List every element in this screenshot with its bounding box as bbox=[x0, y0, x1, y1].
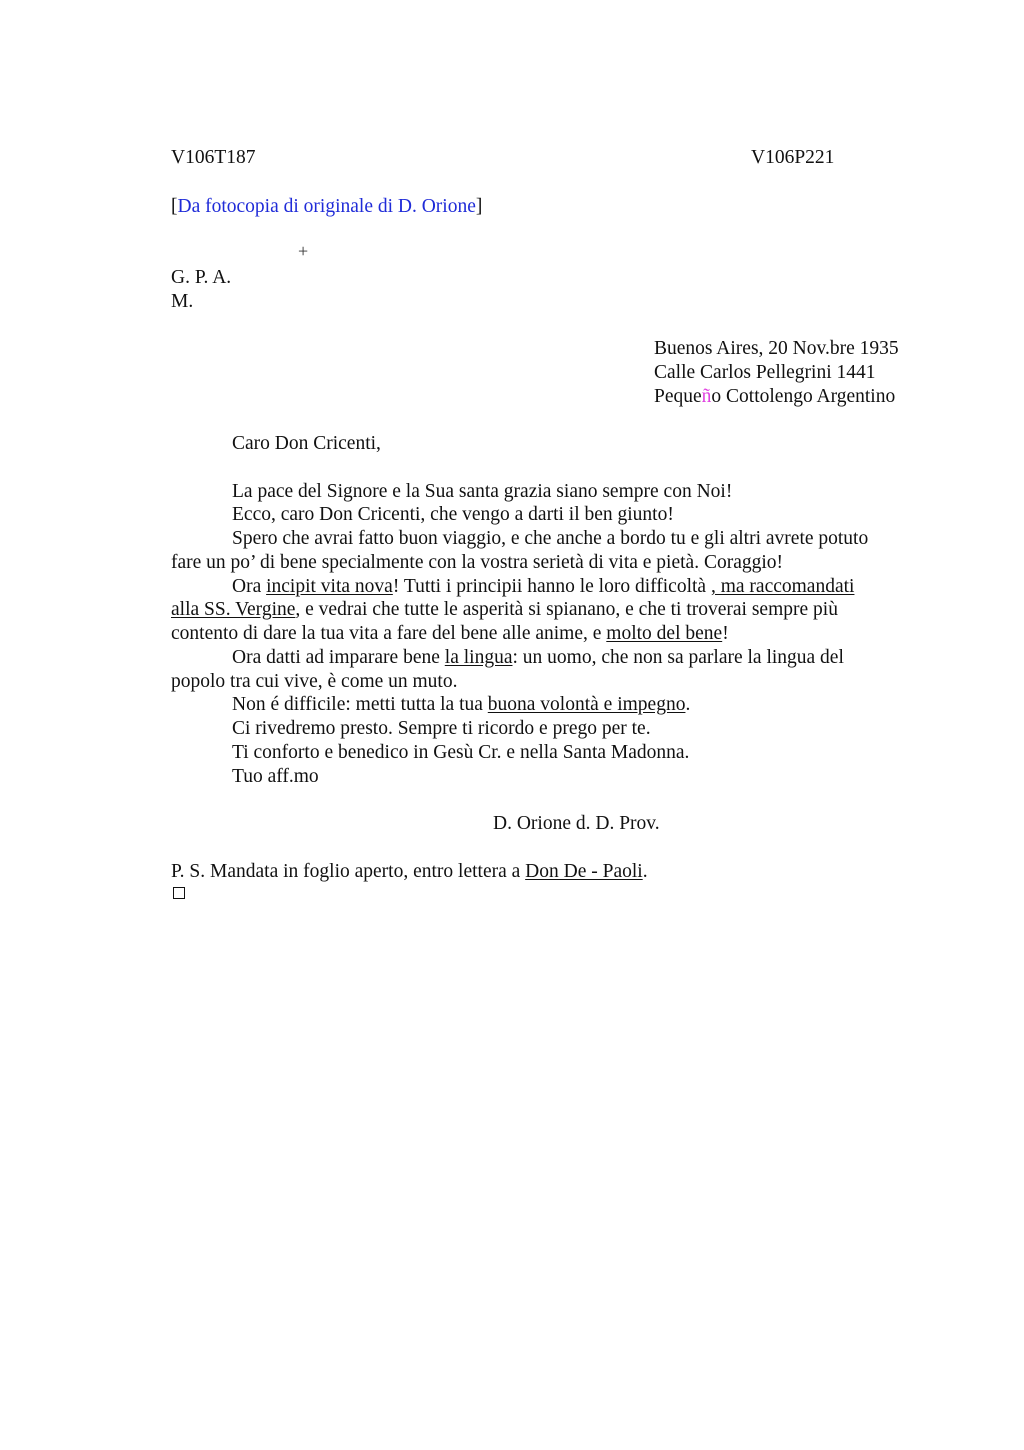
postscript bbox=[171, 860, 648, 884]
invocation-line-2: M. bbox=[171, 291, 194, 312]
body-line: Ecco, caro Don Cricenti, che vengo a darti il ben giunto! bbox=[232, 504, 674, 525]
underlined-text: Don De - Paoli bbox=[525, 861, 643, 882]
underlined-text: buona volontà e impegno bbox=[487, 694, 686, 715]
place-date-line-3 bbox=[654, 385, 895, 409]
text-run: Ora bbox=[232, 576, 267, 597]
body-line: Ci rivedremo presto. Sempre ti ricordo e prego per te. bbox=[232, 718, 651, 739]
invocation-line-1: G. P. A. bbox=[171, 267, 232, 288]
underlined-text: la lingua bbox=[444, 647, 513, 668]
source-note-close: ] bbox=[475, 196, 483, 217]
place-date-line-2: Calle Carlos Pellegrini 1441 bbox=[654, 362, 876, 383]
text-run: . bbox=[642, 861, 648, 882]
body-line: Spero che avrai fatto buon viaggio, e che anche a bordo tu e gli altri avrete potuto bbox=[232, 528, 869, 549]
end-box-icon bbox=[173, 887, 185, 899]
place-text: o Cottolengo Argentino bbox=[711, 386, 896, 407]
source-note-text: Da fotocopia di originale di D. Orione bbox=[177, 196, 476, 217]
underlined-text: molto del bene bbox=[606, 623, 723, 644]
text-run: Ora datti ad imparare bene bbox=[232, 647, 445, 668]
underlined-text: incipit vita nova bbox=[266, 576, 393, 597]
place-text: Peque bbox=[654, 386, 702, 407]
body-line bbox=[171, 622, 729, 646]
text-run: Non é difficile: metti tutta la tua bbox=[232, 694, 488, 715]
source-note-open: [ bbox=[171, 196, 178, 217]
body-line: fare un po’ di bene specialmente con la vostra serietà di vita e pietà. Coraggio! bbox=[171, 552, 784, 573]
body-line: Ti conforto e benedico in Gesù Cr. e nella Santa Madonna. bbox=[232, 742, 690, 763]
text-run: P. S. Mandata in foglio aperto, entro lettera a bbox=[171, 861, 526, 882]
body-line bbox=[232, 575, 854, 599]
text-run: . bbox=[685, 694, 691, 715]
text-run: ! Tutti i principii hanno le loro difficoltà bbox=[392, 576, 711, 597]
text-run: ! bbox=[722, 623, 729, 644]
underlined-text: , ma raccomandati bbox=[710, 576, 855, 597]
closing: Tuo aff.mo bbox=[232, 766, 319, 787]
body-line: popolo tra cui vive, è come un muto. bbox=[171, 671, 458, 692]
cross-mark: + bbox=[298, 241, 309, 261]
place-date-line-1: Buenos Aires, 20 Nov.bre 1935 bbox=[654, 338, 899, 359]
body-line: La pace del Signore e la Sua santa grazia siano sempre con Noi! bbox=[232, 481, 733, 502]
body-line bbox=[171, 598, 838, 622]
highlighted-char: ñ bbox=[701, 386, 712, 407]
text-run: : un uomo, che non sa parlare la lingua del bbox=[512, 647, 844, 668]
source-note bbox=[171, 195, 482, 219]
document-code-left: V106T187 bbox=[171, 147, 256, 168]
salutation: Caro Don Cricenti, bbox=[232, 433, 381, 454]
body-line bbox=[232, 693, 690, 717]
document-code-right: V106P221 bbox=[751, 147, 835, 168]
text-run: , e vedrai che tutte le asperità si spianano, e che ti troverai sempre più bbox=[295, 599, 838, 620]
body-line bbox=[232, 646, 844, 670]
signature: D. Orione d. D. Prov. bbox=[493, 813, 660, 834]
underlined-text: alla SS. Vergine bbox=[171, 599, 296, 620]
text-run: contento di dare la tua vita a fare del bene alle anime, e bbox=[171, 623, 607, 644]
